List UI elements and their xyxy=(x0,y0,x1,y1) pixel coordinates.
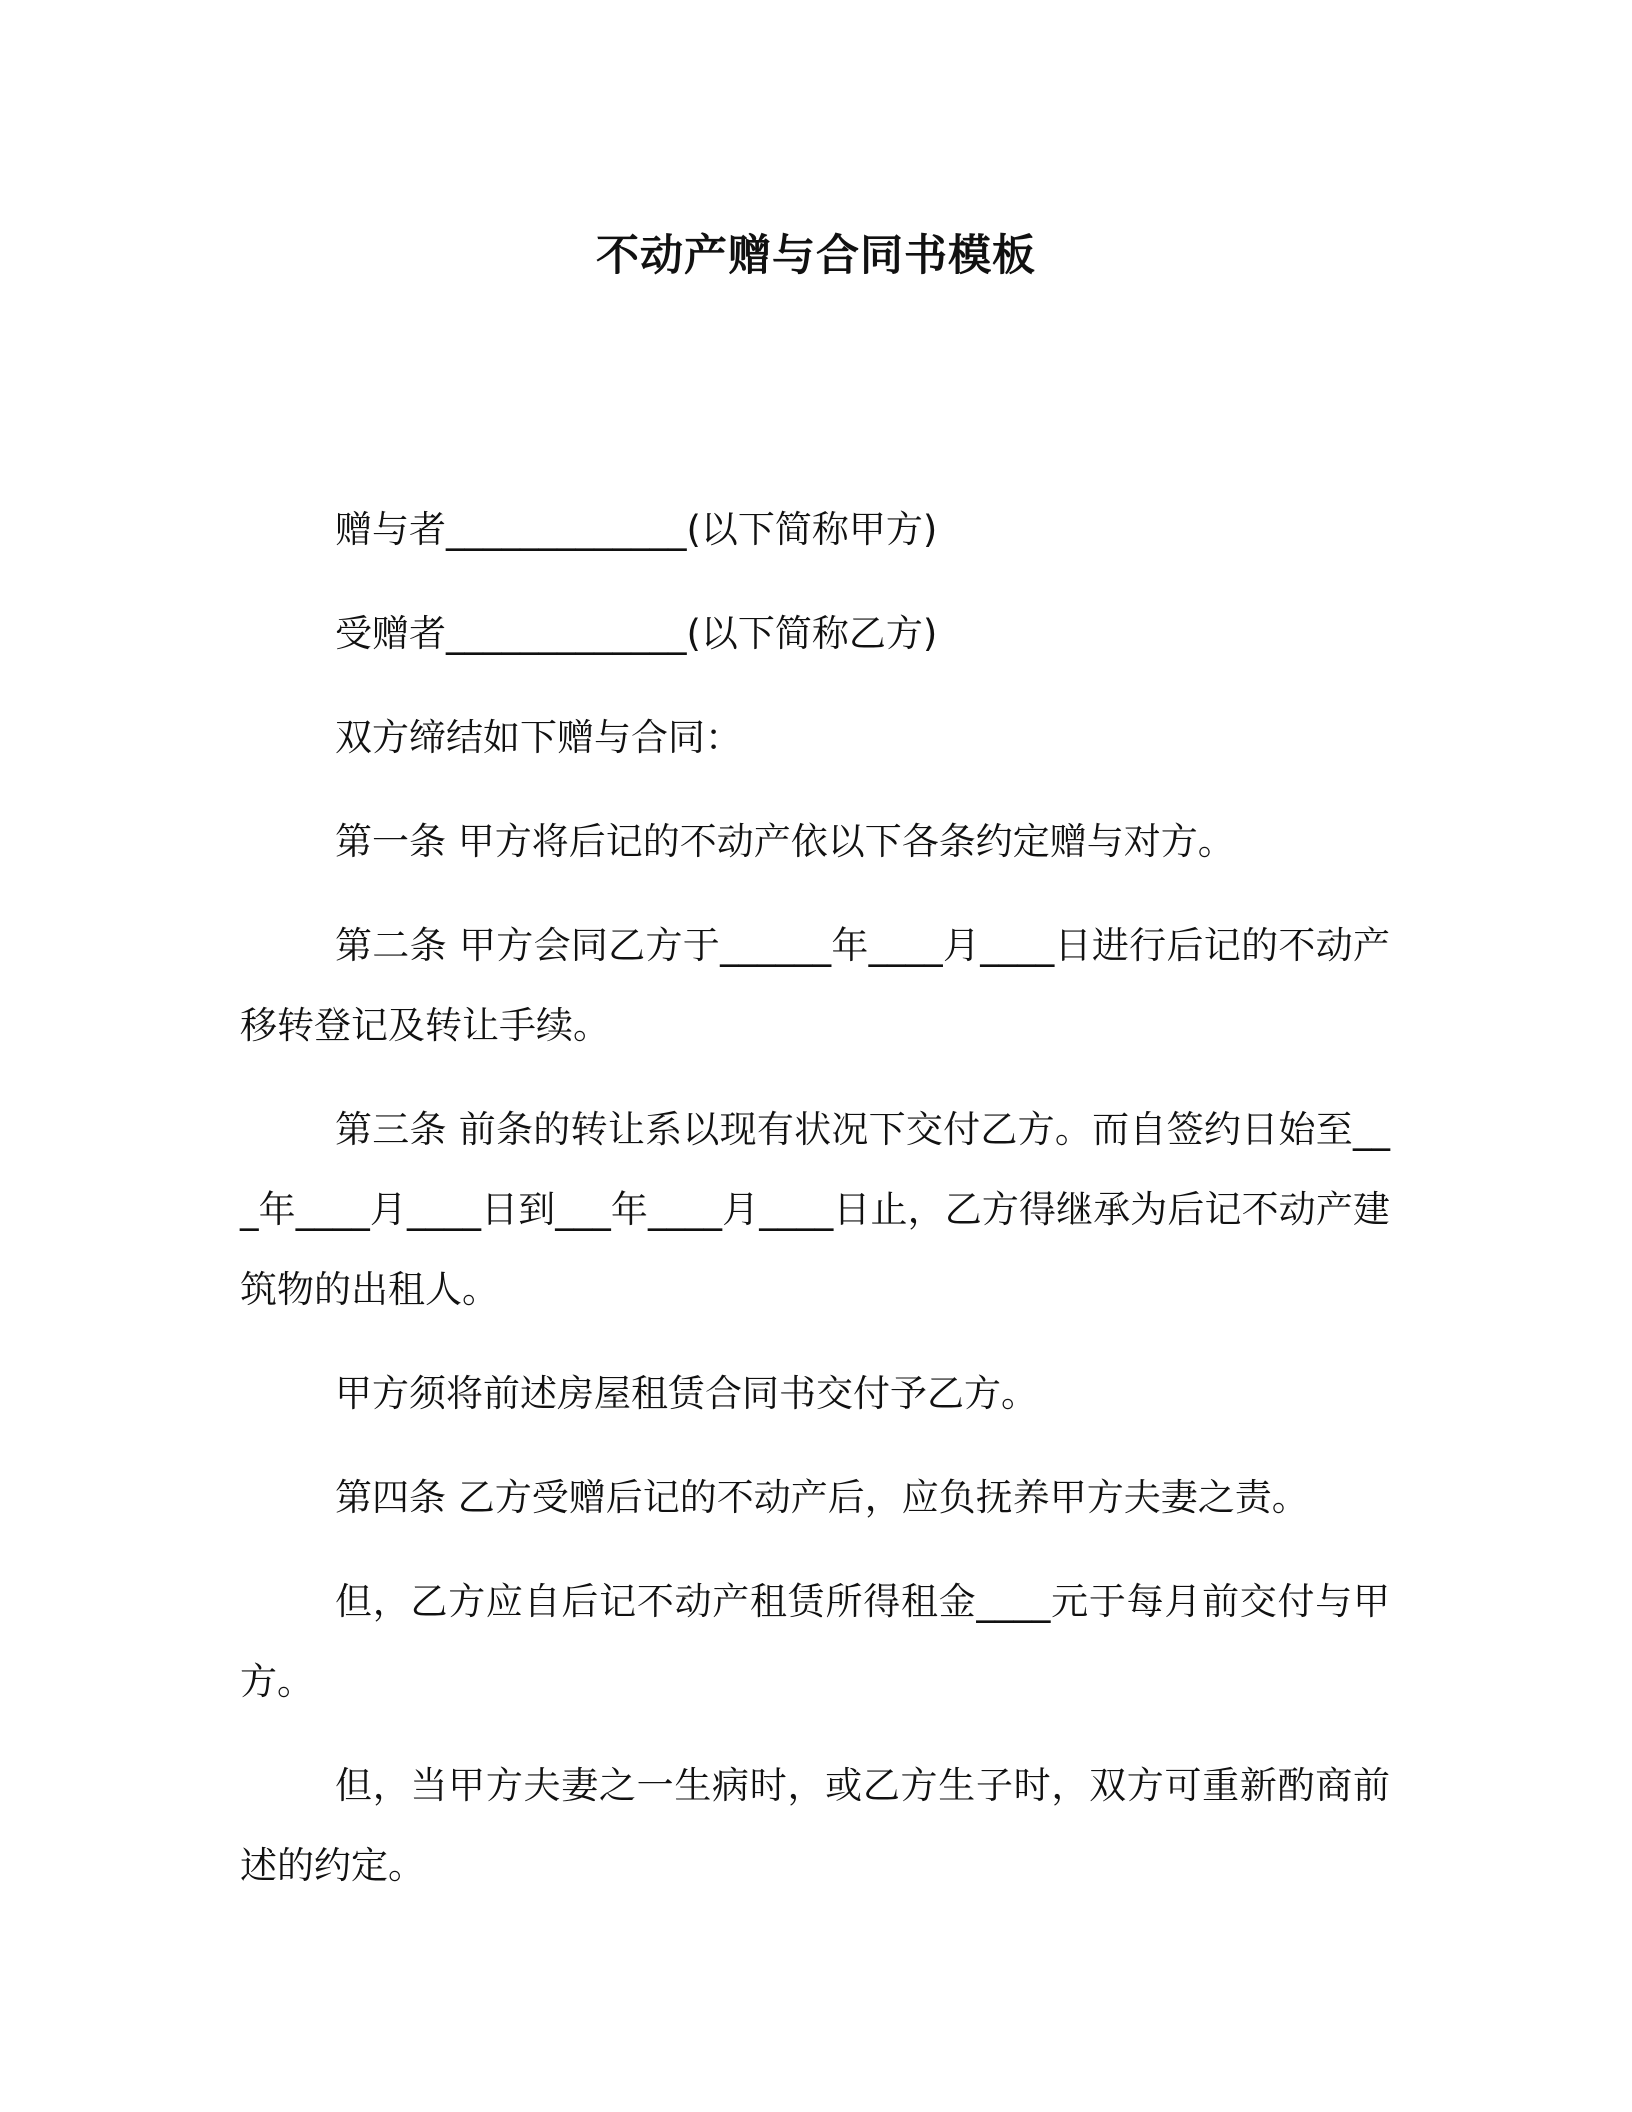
document-title: 不动产赠与合同书模板 xyxy=(596,231,1036,281)
article-1-paragraph: 第一条 甲方将后记的不动产依以下各条约定赠与对方。 xyxy=(335,820,1235,863)
article-2-paragraph: 第二条 甲方会同乙方于______年____月____日进行后记的不动产移转登记及转让手续。 xyxy=(240,924,1390,1047)
rent-payment-paragraph: 但，乙方应自后记不动产租赁所得租金____元于每月前交付与甲方。 xyxy=(240,1580,1390,1703)
renegotiation-paragraph: 但，当甲方夫妻之一生病时，或乙方生子时，双方可重新酌商前述的约定。 xyxy=(240,1764,1390,1887)
article-3-paragraph: 第三条 前条的转让系以现有状况下交付乙方。而自签约日始至___年____月____日到___年____月____日止，乙方得继承为后记不动产建筑物的出租人。 xyxy=(240,1108,1390,1311)
donor-line: 赠与者_____________(以下简称甲方) xyxy=(335,508,938,551)
article-4-paragraph: 第四条 乙方受赠后记的不动产后，应负抚养甲方夫妻之责。 xyxy=(335,1476,1309,1519)
donee-line: 受赠者_____________(以下简称乙方) xyxy=(335,612,938,655)
preamble-paragraph: 双方缔结如下赠与合同： xyxy=(335,716,742,759)
document-body xyxy=(240,490,1390,1930)
lease-handover-paragraph: 甲方须将前述房屋租赁合同书交付予乙方。 xyxy=(335,1372,1038,1415)
